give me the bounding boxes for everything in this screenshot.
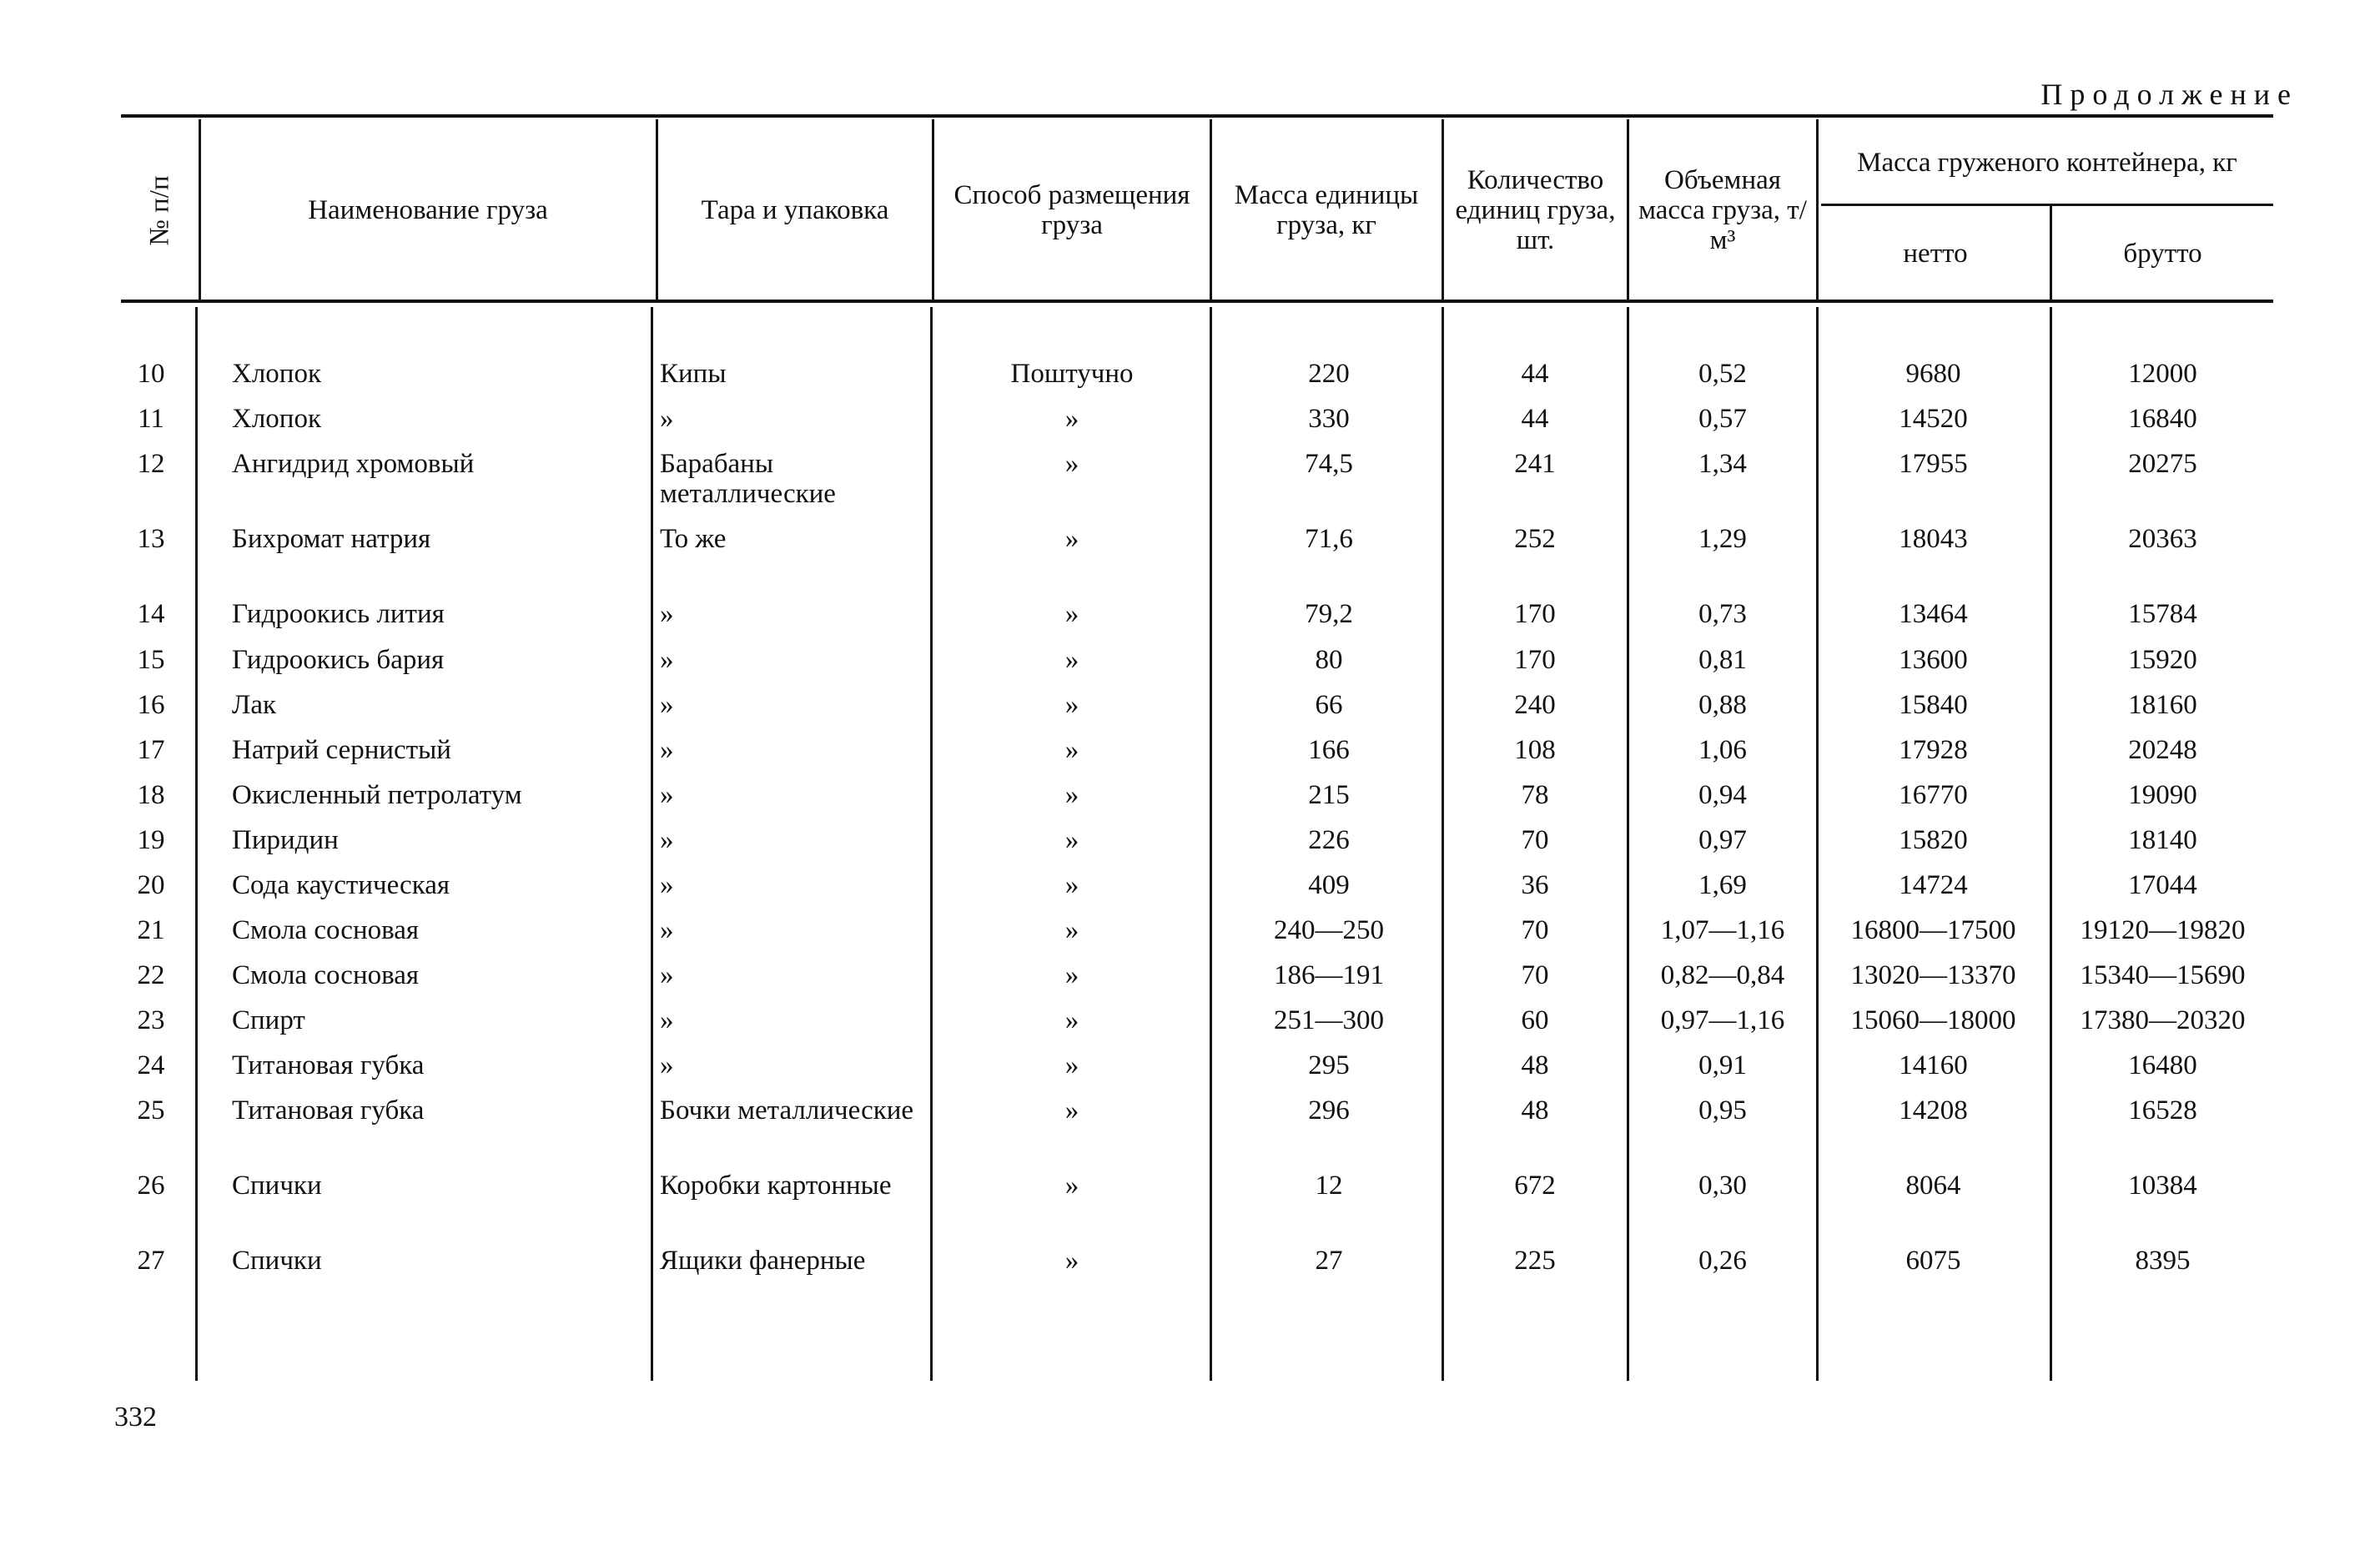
netto-mass: 14160 xyxy=(1899,1050,1968,1080)
placement-method: » xyxy=(1064,960,1079,990)
brutto-mass: 15920 xyxy=(2128,645,2197,675)
cargo-name: Спички xyxy=(232,1246,322,1276)
row-number: 20 xyxy=(137,870,165,900)
unit-count: 44 xyxy=(1521,359,1549,389)
placement-method: » xyxy=(1064,404,1079,434)
unit-mass: 80 xyxy=(1315,645,1343,675)
header-brutto: брутто xyxy=(2123,238,2202,269)
packaging: Ящики фанерные xyxy=(660,1246,866,1276)
cargo-name: Хлопок xyxy=(232,359,321,389)
column-divider xyxy=(1816,119,1819,300)
brutto-mass: 20248 xyxy=(2128,735,2197,765)
packaging: То же xyxy=(660,524,727,554)
netto-mass: 17928 xyxy=(1899,735,1968,765)
cargo-name: Натрий сернистый xyxy=(232,735,451,765)
row-number: 22 xyxy=(137,960,165,990)
volume-mass: 1,34 xyxy=(1698,449,1747,479)
header-mass-unit: Масса единицы груза, кг xyxy=(1234,180,1419,240)
volume-mass: 0,81 xyxy=(1698,645,1747,675)
unit-mass: 79,2 xyxy=(1305,599,1353,629)
brutto-mass: 18160 xyxy=(2128,690,2197,720)
volume-mass: 0,26 xyxy=(1698,1246,1747,1276)
packaging: » xyxy=(660,645,674,675)
row-number: 12 xyxy=(137,449,165,479)
unit-mass: 66 xyxy=(1315,690,1343,720)
packaging: » xyxy=(660,735,674,765)
container-subheader-rule xyxy=(1821,204,2273,206)
brutto-mass: 19120—19820 xyxy=(2080,915,2246,945)
column-divider xyxy=(1210,307,1212,1381)
unit-mass: 27 xyxy=(1315,1246,1343,1276)
placement-method: » xyxy=(1064,1171,1079,1201)
continuation-caption: Продолжение xyxy=(2040,78,2298,111)
header-container: Масса груженого контейнера, кг xyxy=(1857,147,2237,178)
header-name: Наименование груза xyxy=(308,195,548,225)
column-divider xyxy=(1442,307,1444,1381)
packaging: Барабаны металлические xyxy=(660,449,836,509)
cargo-name: Бихромат натрия xyxy=(232,524,431,554)
netto-mass: 9680 xyxy=(1905,359,1961,389)
brutto-mass: 16528 xyxy=(2128,1095,2197,1125)
netto-mass: 14208 xyxy=(1899,1095,1968,1125)
row-number: 27 xyxy=(137,1246,165,1276)
placement-method: » xyxy=(1064,599,1079,629)
volume-mass: 0,52 xyxy=(1698,359,1747,389)
brutto-mass: 20363 xyxy=(2128,524,2197,554)
packaging: » xyxy=(660,960,674,990)
cargo-name: Смола сосновая xyxy=(232,915,420,945)
unit-count: 70 xyxy=(1521,825,1549,855)
column-divider xyxy=(932,119,934,300)
unit-mass: 409 xyxy=(1308,870,1350,900)
row-number: 23 xyxy=(137,1005,165,1035)
brutto-mass: 18140 xyxy=(2128,825,2197,855)
volume-mass: 1,29 xyxy=(1698,524,1747,554)
unit-mass: 215 xyxy=(1308,780,1350,810)
page-number: 332 xyxy=(114,1402,157,1433)
placement-method: » xyxy=(1064,1095,1079,1125)
row-number: 14 xyxy=(137,599,165,629)
volume-mass: 0,88 xyxy=(1698,690,1747,720)
row-number: 19 xyxy=(137,825,165,855)
unit-mass: 74,5 xyxy=(1305,449,1353,479)
brutto-mass: 20275 xyxy=(2128,449,2197,479)
volume-mass: 0,94 xyxy=(1698,780,1747,810)
header-bottom-rule xyxy=(121,300,2273,303)
unit-mass: 296 xyxy=(1308,1095,1350,1125)
row-number: 24 xyxy=(137,1050,165,1080)
row-number: 11 xyxy=(138,404,164,434)
row-number: 26 xyxy=(137,1171,165,1201)
netto-mass: 13464 xyxy=(1899,599,1968,629)
row-number: 15 xyxy=(137,645,165,675)
unit-mass: 71,6 xyxy=(1305,524,1353,554)
row-number: 21 xyxy=(137,915,165,945)
volume-mass: 0,97 xyxy=(1698,825,1747,855)
brutto-mass: 17380—20320 xyxy=(2080,1005,2246,1035)
brutto-mass: 16840 xyxy=(2128,404,2197,434)
unit-count: 70 xyxy=(1521,915,1549,945)
row-number: 18 xyxy=(137,780,165,810)
unit-mass: 226 xyxy=(1308,825,1350,855)
placement-method: » xyxy=(1064,690,1079,720)
brutto-mass: 10384 xyxy=(2128,1171,2197,1201)
cargo-name: Сода каустическая xyxy=(232,870,450,900)
cargo-name: Титановая губка xyxy=(232,1095,425,1125)
volume-mass: 1,69 xyxy=(1698,870,1747,900)
cargo-name: Титановая губка xyxy=(232,1050,425,1080)
brutto-mass: 19090 xyxy=(2128,780,2197,810)
volume-mass: 0,97—1,16 xyxy=(1660,1005,1785,1035)
netto-mass: 18043 xyxy=(1899,524,1968,554)
cargo-name: Окисленный петролатум xyxy=(232,780,522,810)
unit-count: 170 xyxy=(1514,645,1556,675)
volume-mass: 0,57 xyxy=(1698,404,1747,434)
cargo-name: Гидроокись бария xyxy=(232,645,445,675)
volume-mass: 0,30 xyxy=(1698,1171,1747,1201)
packaging: Бочки металлические xyxy=(660,1095,914,1125)
brutto-mass: 8395 xyxy=(2135,1246,2191,1276)
row-number: 10 xyxy=(137,359,165,389)
netto-mass: 14520 xyxy=(1899,404,1968,434)
column-divider xyxy=(1210,119,1212,300)
packaging: » xyxy=(660,1005,674,1035)
brutto-mass: 15340—15690 xyxy=(2080,960,2246,990)
row-number: 13 xyxy=(137,524,165,554)
packaging: » xyxy=(660,404,674,434)
unit-mass: 330 xyxy=(1308,404,1350,434)
unit-mass: 186—191 xyxy=(1274,960,1384,990)
netto-mass: 13020—13370 xyxy=(1850,960,2016,990)
netto-mass: 16800—17500 xyxy=(1850,915,2016,945)
brutto-mass: 15784 xyxy=(2128,599,2197,629)
unit-count: 252 xyxy=(1514,524,1556,554)
placement-method: » xyxy=(1064,524,1079,554)
placement-method: » xyxy=(1064,1005,1079,1035)
cargo-name: Хлопок xyxy=(232,404,321,434)
netto-mass: 13600 xyxy=(1899,645,1968,675)
brutto-mass: 16480 xyxy=(2128,1050,2197,1080)
packaging: Коробки картонные xyxy=(660,1171,892,1201)
placement-method: » xyxy=(1064,870,1079,900)
column-divider xyxy=(930,307,933,1381)
packaging: » xyxy=(660,915,674,945)
unit-count: 48 xyxy=(1521,1095,1549,1125)
volume-mass: 1,07—1,16 xyxy=(1660,915,1785,945)
placement-method: » xyxy=(1064,735,1079,765)
brutto-mass: 12000 xyxy=(2128,359,2197,389)
cargo-name: Гидроокись лития xyxy=(232,599,445,629)
placement-method: » xyxy=(1064,780,1079,810)
column-divider xyxy=(1627,307,1629,1381)
packaging: » xyxy=(660,1050,674,1080)
placement-method: Поштучно xyxy=(1010,359,1134,389)
netto-mass: 16770 xyxy=(1899,780,1968,810)
header-netto: нетто xyxy=(1903,238,1968,269)
unit-count: 78 xyxy=(1521,780,1549,810)
row-number: 17 xyxy=(137,735,165,765)
column-divider xyxy=(651,307,653,1381)
packaging: » xyxy=(660,780,674,810)
column-divider xyxy=(195,307,198,1381)
unit-count: 170 xyxy=(1514,599,1556,629)
netto-mass: 15060—18000 xyxy=(1850,1005,2016,1035)
unit-count: 70 xyxy=(1521,960,1549,990)
cargo-name: Пиридин xyxy=(232,825,339,855)
unit-mass: 240—250 xyxy=(1274,915,1384,945)
unit-mass: 251—300 xyxy=(1274,1005,1384,1035)
cargo-name: Ангидрид хромовый xyxy=(232,449,475,479)
row-number: 16 xyxy=(137,690,165,720)
netto-mass: 14724 xyxy=(1899,870,1968,900)
unit-mass: 166 xyxy=(1308,735,1350,765)
unit-count: 108 xyxy=(1514,735,1556,765)
placement-method: » xyxy=(1064,825,1079,855)
packaging: » xyxy=(660,825,674,855)
unit-count: 48 xyxy=(1521,1050,1549,1080)
unit-mass: 220 xyxy=(1308,359,1350,389)
placement-method: » xyxy=(1064,915,1079,945)
packaging: » xyxy=(660,690,674,720)
unit-count: 60 xyxy=(1521,1005,1549,1035)
unit-count: 44 xyxy=(1521,404,1549,434)
cargo-name: Лак xyxy=(232,690,277,720)
packaging: Кипы xyxy=(660,359,727,389)
netto-mass: 6075 xyxy=(1905,1246,1961,1276)
netto-mass: 8064 xyxy=(1905,1171,1961,1201)
volume-mass: 0,73 xyxy=(1698,599,1747,629)
volume-mass: 1,06 xyxy=(1698,735,1747,765)
placement-method: » xyxy=(1064,1246,1079,1276)
unit-count: 241 xyxy=(1514,449,1556,479)
placement-method: » xyxy=(1064,449,1079,479)
netto-mass: 15820 xyxy=(1899,825,1968,855)
cargo-name: Смола сосновая xyxy=(232,960,420,990)
table-top-rule xyxy=(121,114,2273,118)
header-tara: Тара и упаковка xyxy=(701,195,889,225)
unit-mass: 12 xyxy=(1315,1171,1343,1201)
cargo-name: Спички xyxy=(232,1171,322,1201)
placement-method: » xyxy=(1064,1050,1079,1080)
header-num: № п/п xyxy=(144,175,175,246)
volume-mass: 0,95 xyxy=(1698,1095,1747,1125)
brutto-mass: 17044 xyxy=(2128,870,2197,900)
packaging: » xyxy=(660,599,674,629)
unit-count: 240 xyxy=(1514,690,1556,720)
header-vol-mass: Объемная масса груза, т/м³ xyxy=(1638,165,1807,255)
header-count: Количество единиц груза, шт. xyxy=(1455,165,1616,255)
unit-count: 225 xyxy=(1514,1246,1556,1276)
row-number: 25 xyxy=(137,1095,165,1125)
volume-mass: 0,82—0,84 xyxy=(1660,960,1785,990)
volume-mass: 0,91 xyxy=(1698,1050,1747,1080)
cargo-name: Спирт xyxy=(232,1005,305,1035)
netto-mass: 15840 xyxy=(1899,690,1968,720)
packaging: » xyxy=(660,870,674,900)
unit-count: 36 xyxy=(1521,870,1549,900)
netto-mass: 17955 xyxy=(1899,449,1968,479)
header-method: Способ размещения груза xyxy=(954,180,1190,240)
placement-method: » xyxy=(1064,645,1079,675)
unit-count: 672 xyxy=(1514,1171,1556,1201)
unit-mass: 295 xyxy=(1308,1050,1350,1080)
